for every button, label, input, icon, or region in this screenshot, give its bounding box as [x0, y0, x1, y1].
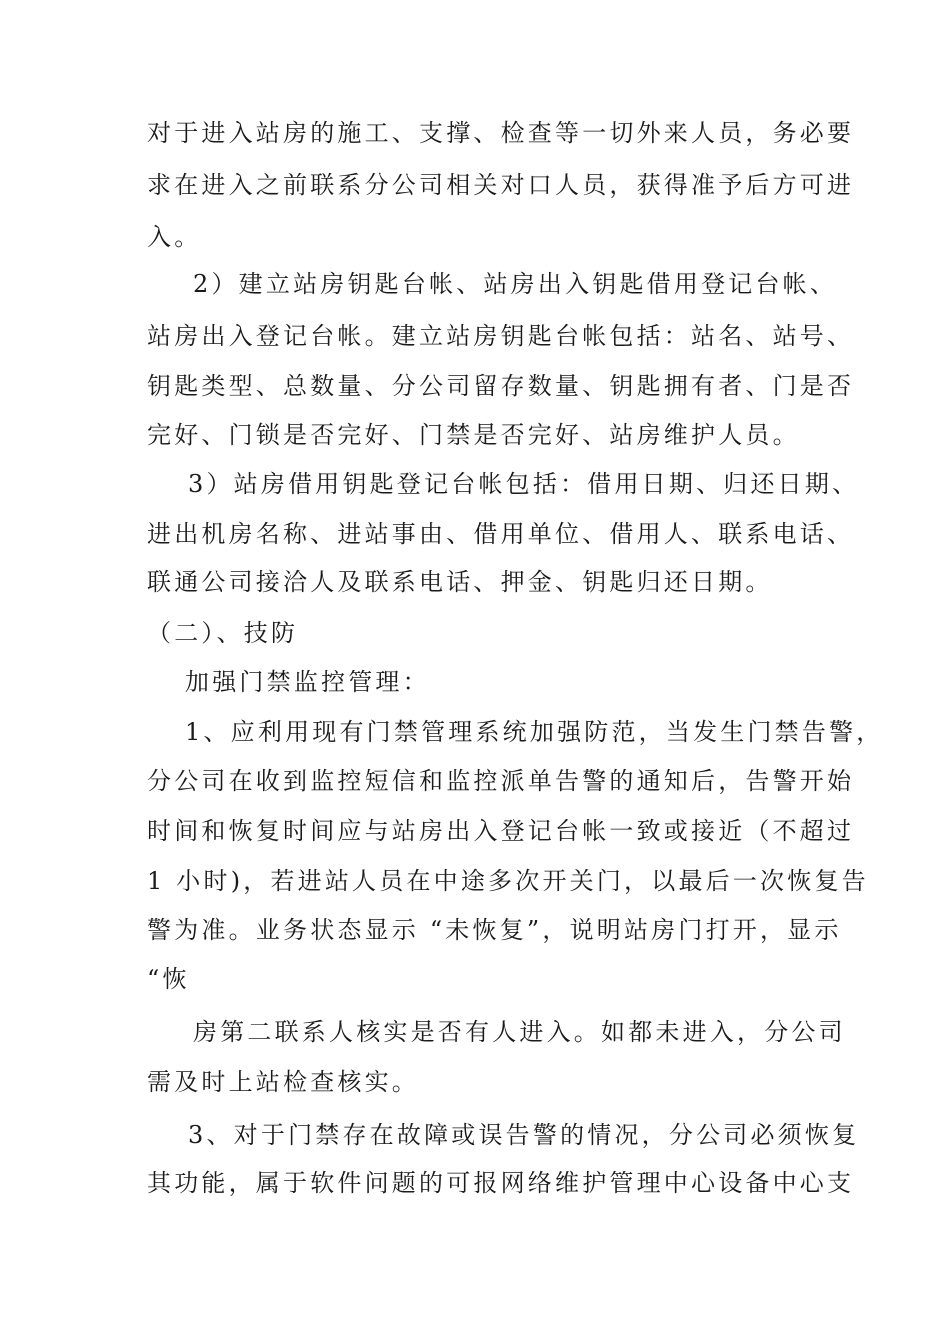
paragraph-line: 入。: [147, 223, 202, 251]
paragraph-line: “恢: [147, 965, 190, 993]
paragraph-line: 时间和恢复时间应与站房出入登记台帐一致或接近（不超过: [147, 817, 855, 845]
paragraph-line: 完好、门锁是否完好、门禁是否完好、站房维护人员。: [147, 421, 800, 449]
paragraph-line: 1 小时)，若进站人员在中途多次开关门，以最后一次恢复告: [147, 867, 869, 895]
paragraph-line: 进出机房名称、进站事由、借用单位、借用人、联系电话、: [147, 520, 855, 548]
paragraph-line: 其功能，属于软件问题的可报网络维护管理中心设备中心支: [147, 1169, 855, 1197]
paragraph-line: 站房出入登记台帐。建立站房钥匙台帐包括：站名、站号、: [147, 322, 855, 350]
paragraph-line: 房第二联系人核实是否有人进入。如都未进入，分公司: [193, 1018, 846, 1046]
paragraph-line: 1、应利用现有门禁管理系统加强防范，当发生门禁告警，: [185, 718, 884, 746]
paragraph-line: 钥匙类型、总数量、分公司留存数量、钥匙拥有者、门是否: [147, 372, 855, 400]
paragraph-line: 2）建立站房钥匙台帐、站房出入钥匙借用登记台帐、: [193, 270, 838, 298]
paragraph-line: 求在进入之前联系分公司相关对口人员，获得准予后方可进: [147, 171, 855, 199]
paragraph-line: 加强门禁监控管理：: [185, 668, 430, 696]
paragraph-line: 3）站房借用钥匙登记台帐包括：借用日期、归还日期、: [188, 470, 860, 498]
paragraph-line: 警为准。业务状态显示 “未恢复”，说明站房门打开，显示: [147, 916, 842, 944]
paragraph-line: 分公司在收到监控短信和监控派单告警的通知后，告警开始: [147, 767, 855, 795]
paragraph-line: 联通公司接洽人及联系电话、押金、钥匙归还日期。: [147, 568, 773, 596]
paragraph-line: 对于进入站房的施工、支撑、检查等一切外来人员，务必要: [147, 119, 855, 147]
paragraph-line: 需及时上站检查核实。: [147, 1068, 419, 1096]
section-heading: （二）、技防: [147, 619, 299, 647]
paragraph-line: 3、对于门禁存在故障或误告警的情况，分公司必须恢复: [188, 1121, 860, 1149]
